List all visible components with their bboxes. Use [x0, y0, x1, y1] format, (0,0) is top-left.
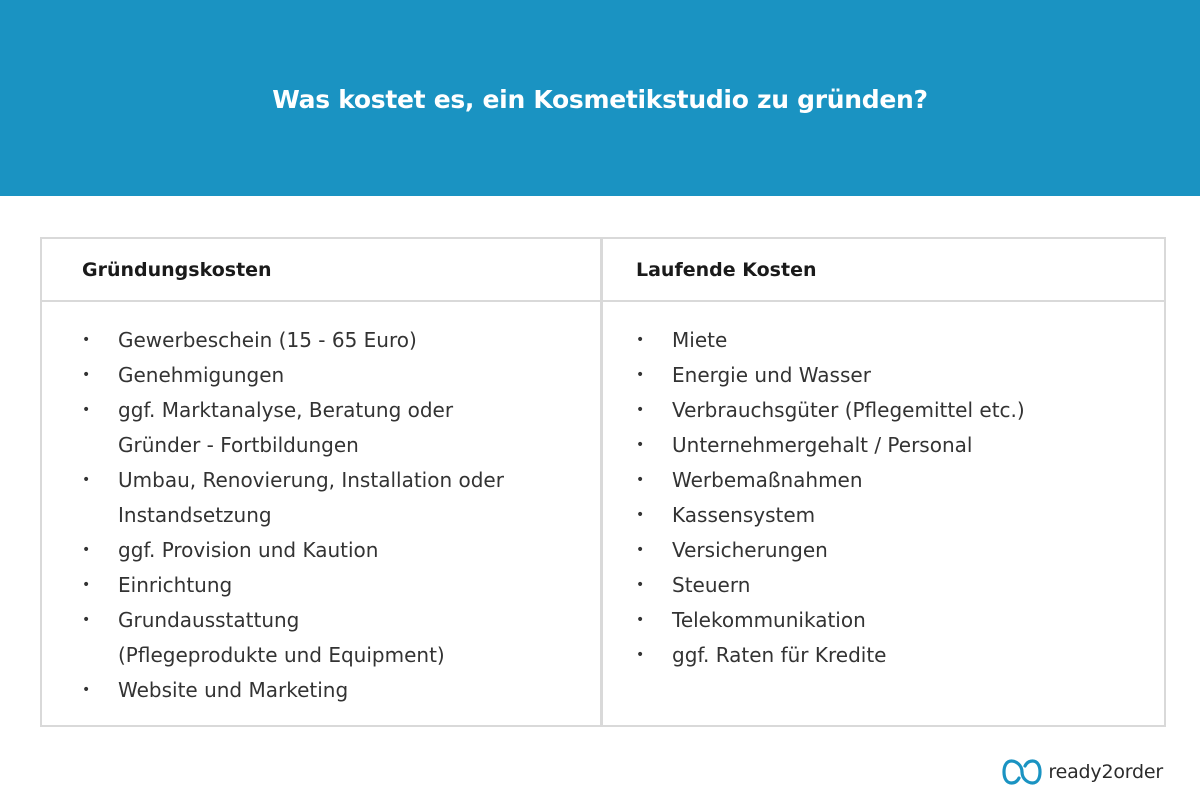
list-item-text [672, 393, 1025, 428]
list-item [636, 603, 1164, 638]
bullet-point: • [82, 612, 91, 628]
running-costs-list [603, 302, 1164, 673]
list-item-line: Gewerbeschein (15 - 65 Euro) [118, 328, 417, 352]
brand-logo [1002, 757, 1163, 787]
list-item-line: Unternehmergehalt / Personal [672, 433, 973, 457]
bullet-point: • [82, 472, 91, 488]
column-founding-costs [42, 239, 600, 725]
list-item [636, 533, 1164, 568]
list-item-text [118, 393, 453, 463]
list-item-line: Werbemaßnahmen [672, 468, 863, 492]
list-item [636, 463, 1164, 498]
bullet-point: • [82, 332, 91, 348]
list-item [82, 673, 600, 708]
list-item-text [118, 463, 504, 533]
bullet-point: • [82, 577, 91, 593]
list-item-line: Telekommunikation [672, 608, 866, 632]
bullet-point: • [82, 542, 91, 558]
list-item-line: Genehmigungen [118, 363, 285, 387]
list-item-text [118, 358, 284, 393]
list-item [82, 463, 600, 533]
list-item-text [118, 533, 378, 568]
list-item [636, 358, 1164, 393]
list-item-text [672, 533, 828, 568]
list-item [82, 323, 600, 358]
bullet-point: • [636, 437, 645, 453]
list-item-line: ggf. Provision und Kaution [118, 538, 379, 562]
list-item-text [118, 323, 417, 358]
list-item [636, 638, 1164, 673]
list-item-text [672, 603, 866, 638]
list-item-text [118, 603, 445, 673]
list-item [636, 428, 1164, 463]
list-item-line: Miete [672, 328, 728, 352]
list-item-line: Steuern [672, 573, 751, 597]
brand-name: ready2order [1048, 761, 1163, 783]
list-item-text [672, 498, 815, 533]
list-item-line: Gründer - Fortbildungen [118, 433, 359, 457]
list-item-line: Verbrauchsgüter (Pflegemittel etc.) [672, 398, 1025, 422]
founding-costs-list [42, 302, 600, 708]
ready2order-logo-icon [1002, 757, 1042, 787]
list-item-line: Kassensystem [672, 503, 816, 527]
list-item [636, 498, 1164, 533]
list-item-line: Instandsetzung [118, 503, 272, 527]
bullet-point: • [636, 332, 645, 348]
list-item-line: ggf. Raten für Kredite [672, 643, 887, 667]
bullet-point: • [82, 367, 91, 383]
list-item-text [672, 568, 750, 603]
list-item [82, 568, 600, 603]
list-item-line: Umbau, Renovierung, Installation oder [118, 468, 504, 492]
column-header-founding-costs: Gründungskosten [42, 239, 600, 302]
page-title: Was kostet es, ein Kosmetikstudio zu gründen? [272, 84, 928, 114]
bullet-point: • [82, 682, 91, 698]
bullet-point: • [636, 367, 645, 383]
list-item [636, 568, 1164, 603]
bullet-point: • [636, 542, 645, 558]
list-item [82, 358, 600, 393]
list-item-line: Einrichtung [118, 573, 233, 597]
list-item-line: Grundausstattung [118, 608, 300, 632]
list-item [636, 323, 1164, 358]
list-item-line: Versicherungen [672, 538, 828, 562]
list-item-line: ggf. Marktanalyse, Beratung oder [118, 398, 454, 422]
list-item-line: Website und Marketing [118, 678, 349, 702]
list-item-text [672, 638, 886, 673]
list-item-line: Energie und Wasser [672, 363, 871, 387]
bullet-point: • [636, 577, 645, 593]
list-item-text [672, 323, 727, 358]
bullet-point: • [82, 402, 91, 418]
column-running-costs [600, 239, 1164, 725]
cost-table [40, 237, 1166, 727]
list-item [636, 393, 1164, 428]
bullet-point: • [636, 402, 645, 418]
bullet-point: • [636, 472, 645, 488]
list-item-line: (Pflegeprodukte und Equipment) [118, 643, 445, 667]
header-banner [0, 0, 1200, 196]
list-item [82, 533, 600, 568]
list-item [82, 603, 600, 673]
list-item-text [118, 568, 232, 603]
bullet-point: • [636, 647, 645, 663]
column-header-running-costs: Laufende Kosten [603, 239, 1164, 302]
bullet-point: • [636, 507, 645, 523]
bullet-point: • [636, 612, 645, 628]
list-item-text [672, 428, 972, 463]
list-item-text [672, 463, 863, 498]
list-item-text [118, 673, 348, 708]
list-item-text [672, 358, 871, 393]
list-item [82, 393, 600, 463]
